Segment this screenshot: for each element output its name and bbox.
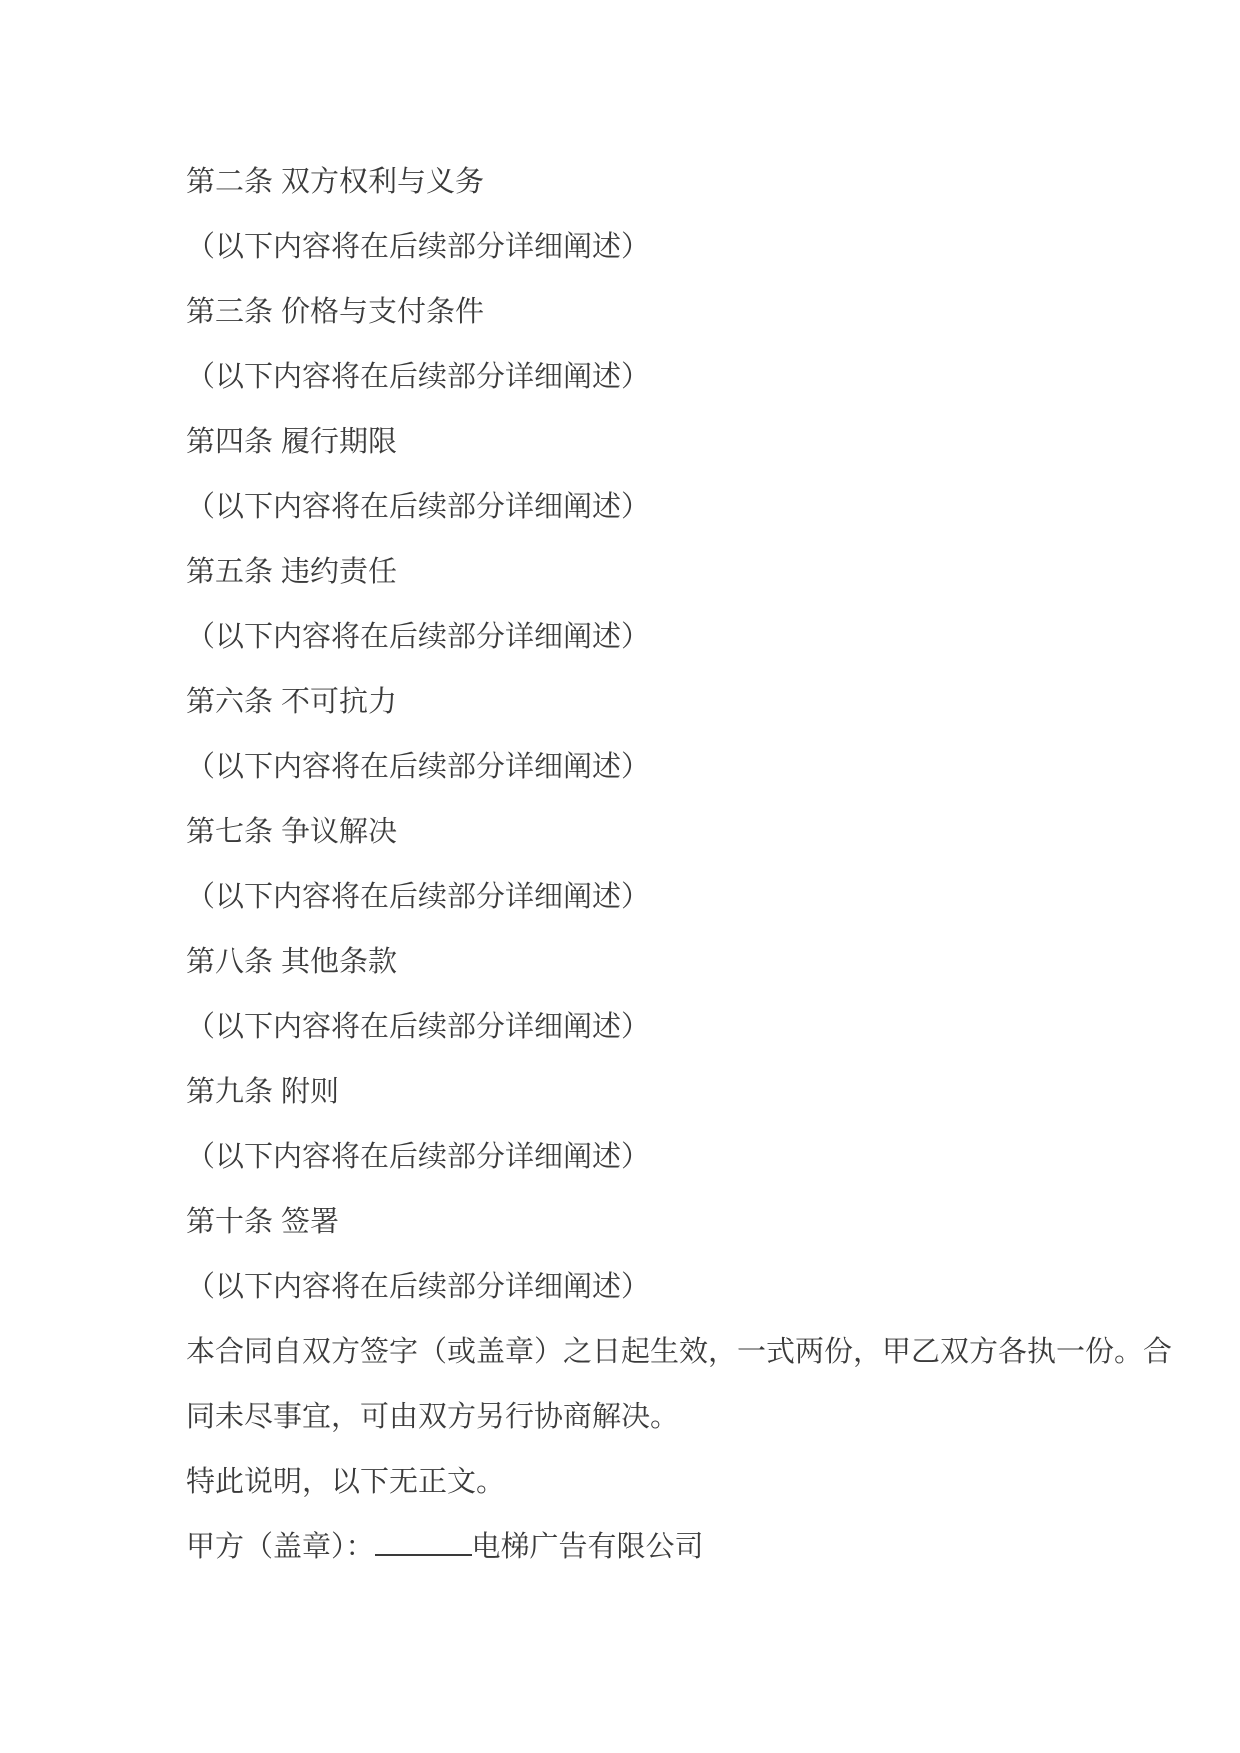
article-heading: 第九条 附则 xyxy=(186,1076,340,1108)
article-heading: 第六条 不可抗力 xyxy=(186,686,398,718)
signature-party-a-line xyxy=(186,1515,1150,1580)
article-heading: 第二条 双方权利与义务 xyxy=(186,166,485,198)
article-note: （以下内容将在后续部分详细阐述） xyxy=(186,361,651,393)
article-heading: 第三条 价格与支付条件 xyxy=(186,296,485,328)
article-note: （以下内容将在后续部分详细阐述） xyxy=(186,491,651,523)
article-note: （以下内容将在后续部分详细阐述） xyxy=(186,881,651,913)
article-note: （以下内容将在后续部分详细阐述） xyxy=(186,751,651,783)
signature-blank-line xyxy=(375,1554,472,1556)
article-heading: 第七条 争议解决 xyxy=(186,816,398,848)
article-heading: 第五条 违约责任 xyxy=(186,556,398,588)
article-heading: 第八条 其他条款 xyxy=(186,946,398,978)
signature-party-a-label: 甲方（盖章）： xyxy=(186,1531,375,1563)
article-note: （以下内容将在后续部分详细阐述） xyxy=(186,1011,651,1043)
article-heading: 第四条 履行期限 xyxy=(186,426,398,458)
article-note: （以下内容将在后续部分详细阐述） xyxy=(186,1271,651,1303)
article-note: （以下内容将在后续部分详细阐述） xyxy=(186,231,651,263)
article-note: （以下内容将在后续部分详细阐述） xyxy=(186,621,651,653)
closing-remark: 特此说明，以下无正文。 xyxy=(186,1466,506,1498)
article-note: （以下内容将在后续部分详细阐述） xyxy=(186,1141,651,1173)
article-heading: 第十条 签署 xyxy=(186,1206,340,1238)
signature-party-a-company: 电梯广告有限公司 xyxy=(471,1531,704,1563)
closing-paragraph-line-1: 本合同自双方签字（或盖章）之日起生效，一式两份，甲乙双方各执一份。合 xyxy=(186,1336,1173,1368)
closing-paragraph-line-2: 同未尽事宜，可由双方另行协商解决。 xyxy=(186,1401,680,1433)
